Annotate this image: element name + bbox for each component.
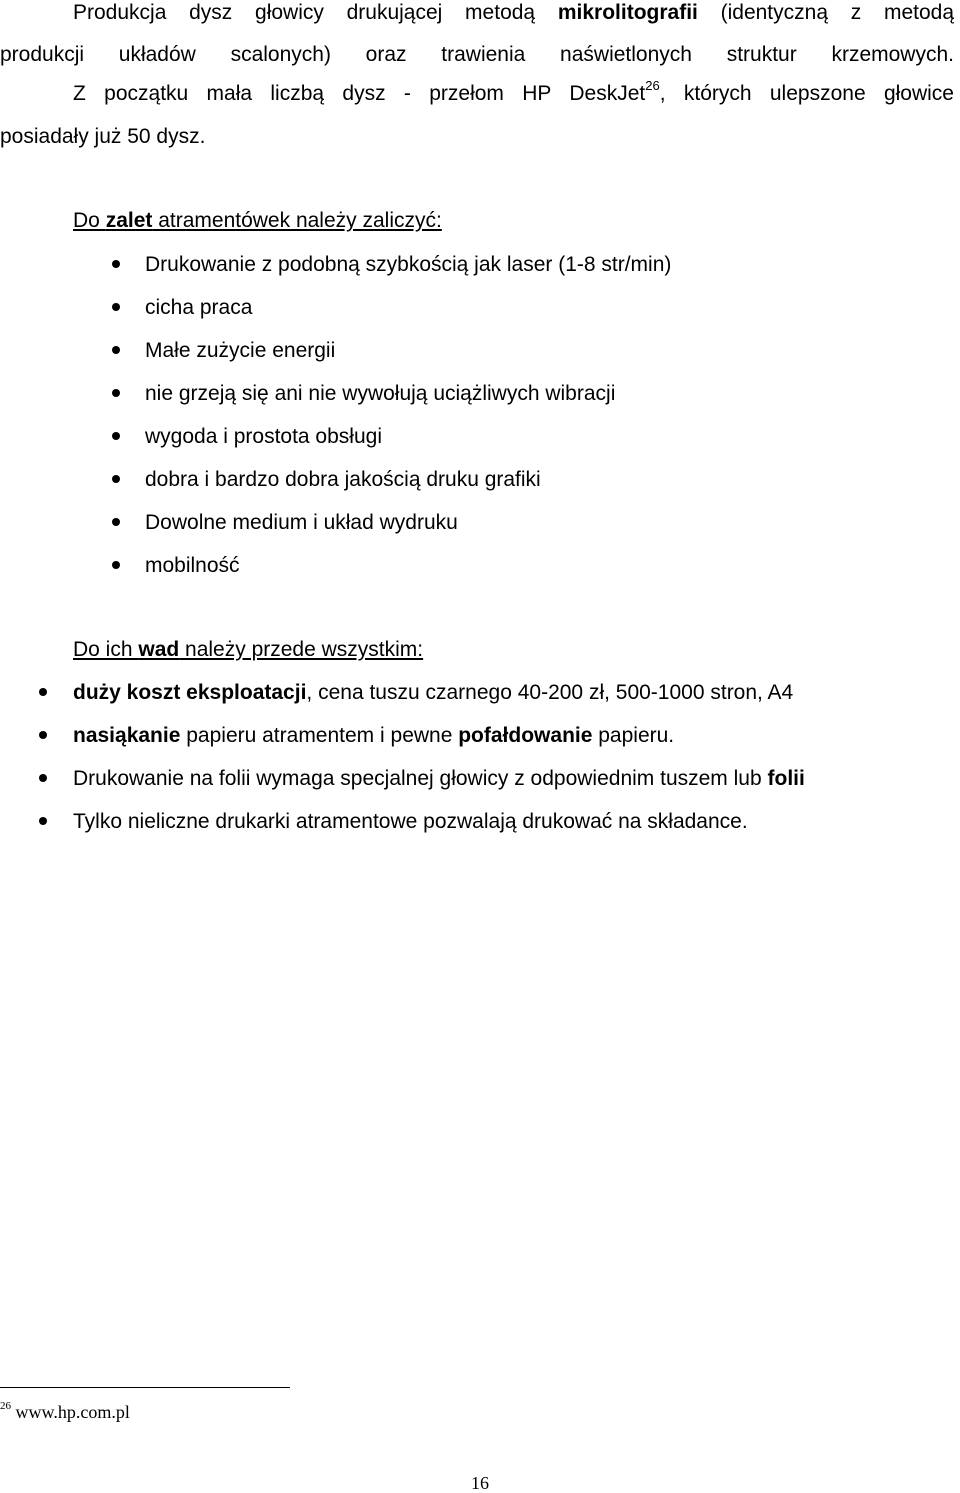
- list-item: cicha praca: [145, 296, 253, 319]
- heading-bold: zalet: [105, 209, 153, 232]
- heading-text: atramentówek należy zaliczyć:: [152, 209, 442, 232]
- intro-text: , których ulepszone głowice: [659, 82, 954, 105]
- bullet-icon: [112, 260, 120, 268]
- heading-text: Do ich: [73, 638, 139, 661]
- bullet-icon: [39, 817, 47, 825]
- bold-term: nasiąkanie: [73, 724, 181, 747]
- footnote-number: 26: [0, 1400, 11, 1412]
- disadvantages-heading: [73, 639, 423, 660]
- bullet-icon: [39, 688, 47, 696]
- footnote-reference[interactable]: 26: [645, 78, 660, 93]
- bullet-icon: [112, 518, 120, 526]
- list-item: Dowolne medium i układ wydruku: [145, 511, 458, 534]
- list-item: [73, 682, 793, 703]
- list-item: Drukowanie z podobną szybkością jak laser (1-8 str/min): [145, 253, 672, 276]
- bullet-icon: [112, 432, 120, 440]
- item-text: , cena tuszu czarnego 40-200 zł, 500-1000 stron, A4: [306, 681, 794, 704]
- list-item: nie grzeją się ani nie wywołują uciążliwych wibracji: [145, 382, 616, 405]
- heading-text: Do: [73, 209, 106, 232]
- item-text: papieru.: [592, 724, 675, 747]
- list-item: Małe zużycie energii: [145, 339, 336, 362]
- item-text: papieru atramentem i pewne: [180, 724, 459, 747]
- intro-text: Produkcja dysz głowicy drukującej metodą: [73, 1, 558, 24]
- intro-bold-term: mikrolitografii: [557, 1, 698, 24]
- footnote-separator: [0, 1387, 290, 1388]
- bullet-icon: [39, 774, 47, 782]
- list-item: [73, 725, 674, 746]
- intro-text: (identyczną z metodą: [697, 1, 955, 24]
- advantages-heading: [73, 210, 442, 231]
- intro-line-2: produkcji układów scalonych) oraz trawienia naświetlonych struktur krzemowych.: [0, 43, 954, 66]
- list-item: Tylko nieliczne drukarki atramentowe pozwalają drukować na składance.: [73, 810, 748, 833]
- list-item: wygoda i prostota obsługi: [145, 425, 382, 448]
- bold-term: folii: [767, 767, 805, 790]
- bullet-icon: [112, 303, 120, 311]
- bold-term: pofałdowanie: [458, 724, 593, 747]
- bullet-icon: [39, 731, 47, 739]
- heading-bold: wad: [138, 638, 180, 661]
- intro-line-1: [73, 2, 954, 23]
- footnote: [0, 1400, 130, 1422]
- item-text: Drukowanie na folii wymaga specjalnej głowicy z odpowiednim tuszem lub: [73, 767, 768, 790]
- list-item: mobilność: [145, 554, 240, 577]
- bullet-icon: [112, 475, 120, 483]
- footnote-link[interactable]: www.hp.com.pl: [11, 1402, 130, 1422]
- bold-term: duży koszt eksploatacji: [73, 681, 307, 704]
- heading-text: należy przede wszystkim:: [179, 638, 424, 661]
- bullet-icon: [112, 389, 120, 397]
- bullet-icon: [112, 561, 120, 569]
- list-item: [73, 768, 805, 789]
- page-number: 16: [471, 1473, 489, 1493]
- intro-line-3: [73, 78, 954, 105]
- intro-line-4: posiadały już 50 dysz.: [0, 125, 206, 148]
- bullet-icon: [112, 346, 120, 354]
- intro-text: Z początku mała liczbą dysz - przełom HP DeskJet: [73, 82, 646, 105]
- list-item: dobra i bardzo dobra jakością druku grafiki: [145, 468, 541, 491]
